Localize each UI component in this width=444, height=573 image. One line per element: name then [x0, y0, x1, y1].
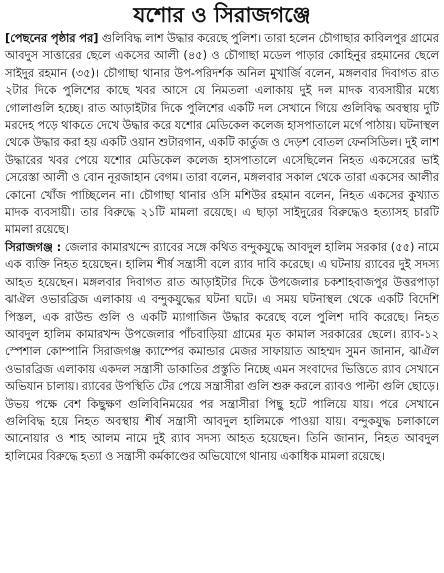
- paragraph-jessore-text: গুলিবিদ্ধ লাশ উদ্ধার করেছে পুলিশ। তারা হলেন চৌগাছার কাবিলপুর গ্রামের আবদুস সাত্তারের ছেলে একসের আলী (৪৫) ও চৌগাছা মডেল পাড়ার কোহিনুর রহমানের ছেলে সাইদুর রহমান (৩৫)। চৌগাছা থানার উপ-পরিদর্শক অনিল মুখার্জি বলেন, মঙ্গলবার দিবাগত রাত ২টার দিকে পুলিশের কাছে খবর আসে যে নিমতলা এলাকায় দুই দল মাদক ব্যবসায়ীর মধ্যে গোলাগুলি হচ্ছে। রাত আড়াইটার দিকে পুলিশের একটি দল সেখানে গিয়ে গুলিবিদ্ধ অবস্থায় দুটি মরদেহ পড়ে থাকতে দেখে উদ্ধার করে যশোর মেডিকেল কলেজ হাসপাতালে মর্গে পাঠায়। ঘটনাস্থল থেকে উদ্ধার করা হয় একটি ওয়ান শুটারগান, একটি কার্তুজ ও দেড়শ বোতল ফেনসিডিল। দুই লাশ উদ্ধারের খবর পেয়ে যশোর মেডিকেল কলেজ হাসপাতালে এসেছিলেন নিহত একসেরের ভাই সেরেস্তা আলী ও বোন নূরজাহান বেগম। তারা বলেন, মঙ্গলবার সকাল থেকে তারা একসের আলীর কোনো খোঁজ পাচ্ছিলেন না। চৌগাছা থানার ওসি মশিউর রহমান বলেন, নিহত একসের কুখ্যাত মাদক ব্যবসায়ী। তার বিরুদ্ধে ২১টি মামলা রয়েছে। এ ছাড়া সাইদুরের বিরুদ্ধেও হত্যাসহ চারটি মামলা রয়েছে।: [5, 31, 439, 237]
- paragraph-jessore: [5, 30, 439, 239]
- paragraph-sirajganj: [5, 239, 439, 465]
- headline: যশোর ও সিরাজগঞ্জে: [133, 3, 311, 27]
- sirajganj-dateline: সিরাজগঞ্জ :: [5, 239, 62, 254]
- paragraph-sirajganj-text: জেলার কামারখন্দে র‍্যাবের সঙ্গে কথিত বন্দুকযুদ্ধে আবদুল হালিম সরকার (৫৫) নামে এক ব্যক্তি নিহত হয়েছেন। হালিম শীর্ষ সন্ত্রাসী বলে র‍্যাব দাবি করেছে। এ ঘটনায় র‍্যাবের দুই সদস্য আহত হয়েছেন। মঙ্গলবার দিবাগত রাত আড়াইটার দিকে উপজেলার চকশাহবাজপুর উত্তরপাড়া ঝাঐল ওভারব্রিজ এলাকায় এ বন্দুকযুদ্ধের ঘটনা ঘটে। এ সময় ঘটনাস্থল থেকে একটি বিদেশি পিস্তল, এক রাউন্ড গুলি ও একটি ম্যাগাজিন উদ্ধার করেছে বলে পুলিশ দাবি করেছে। নিহত আবদুল হালিম কামারখন্দ উপজেলার পাঁচবাড়িয়া গ্রামের মৃত কামাল সরকারের ছেলে। র‍্যাব-১২ স্পেশাল কোম্পানি সিরাজগঞ্জ ক্যাম্পের কমান্ডার মেজর সাফায়াত আহম্মদ সুমন জানান, ঝাঐল ওভারব্রিজ এলাকায় একদল সন্ত্রাসী ডাকাতির প্রস্তুতি নিচ্ছে এমন সংবাদের ভিত্তিতে র‍্যাব সেখানে অভিযান চালায়। র‍্যাবের উপস্থিতি টের পেয়ে সন্ত্রাসীরা গুলি শুরু করলে র‍্যাবও পাল্টা গুলি ছোড়ে। উভয় পক্ষে বেশ কিছুক্ষণ গুলিবিনিময়ের পর সন্ত্রাসীরা পিছু হটে পালিয়ে যায়। পরে সেখানে গুলিবিদ্ধ হয়ে নিহত অবস্থায় শীর্ষ সন্ত্রাসী আবদুল হালিমকে পাওয়া যায়। বন্দুকযুদ্ধ চলাকালে আনোয়ার ও শাহ আলম নামে দুই র‍্যাব সদস্য আহত হয়েছেন। তিনি জানান, নিহত আবদুল হালিমের বিরুদ্ধে হত্যা ও সন্ত্রাসী কর্মকাণ্ডের অভিযোগে থানায় একাধিক মামলা রয়েছে।: [5, 239, 439, 463]
- continued-from-tag: [পেছনের পৃষ্ঠার পর]: [5, 31, 99, 45]
